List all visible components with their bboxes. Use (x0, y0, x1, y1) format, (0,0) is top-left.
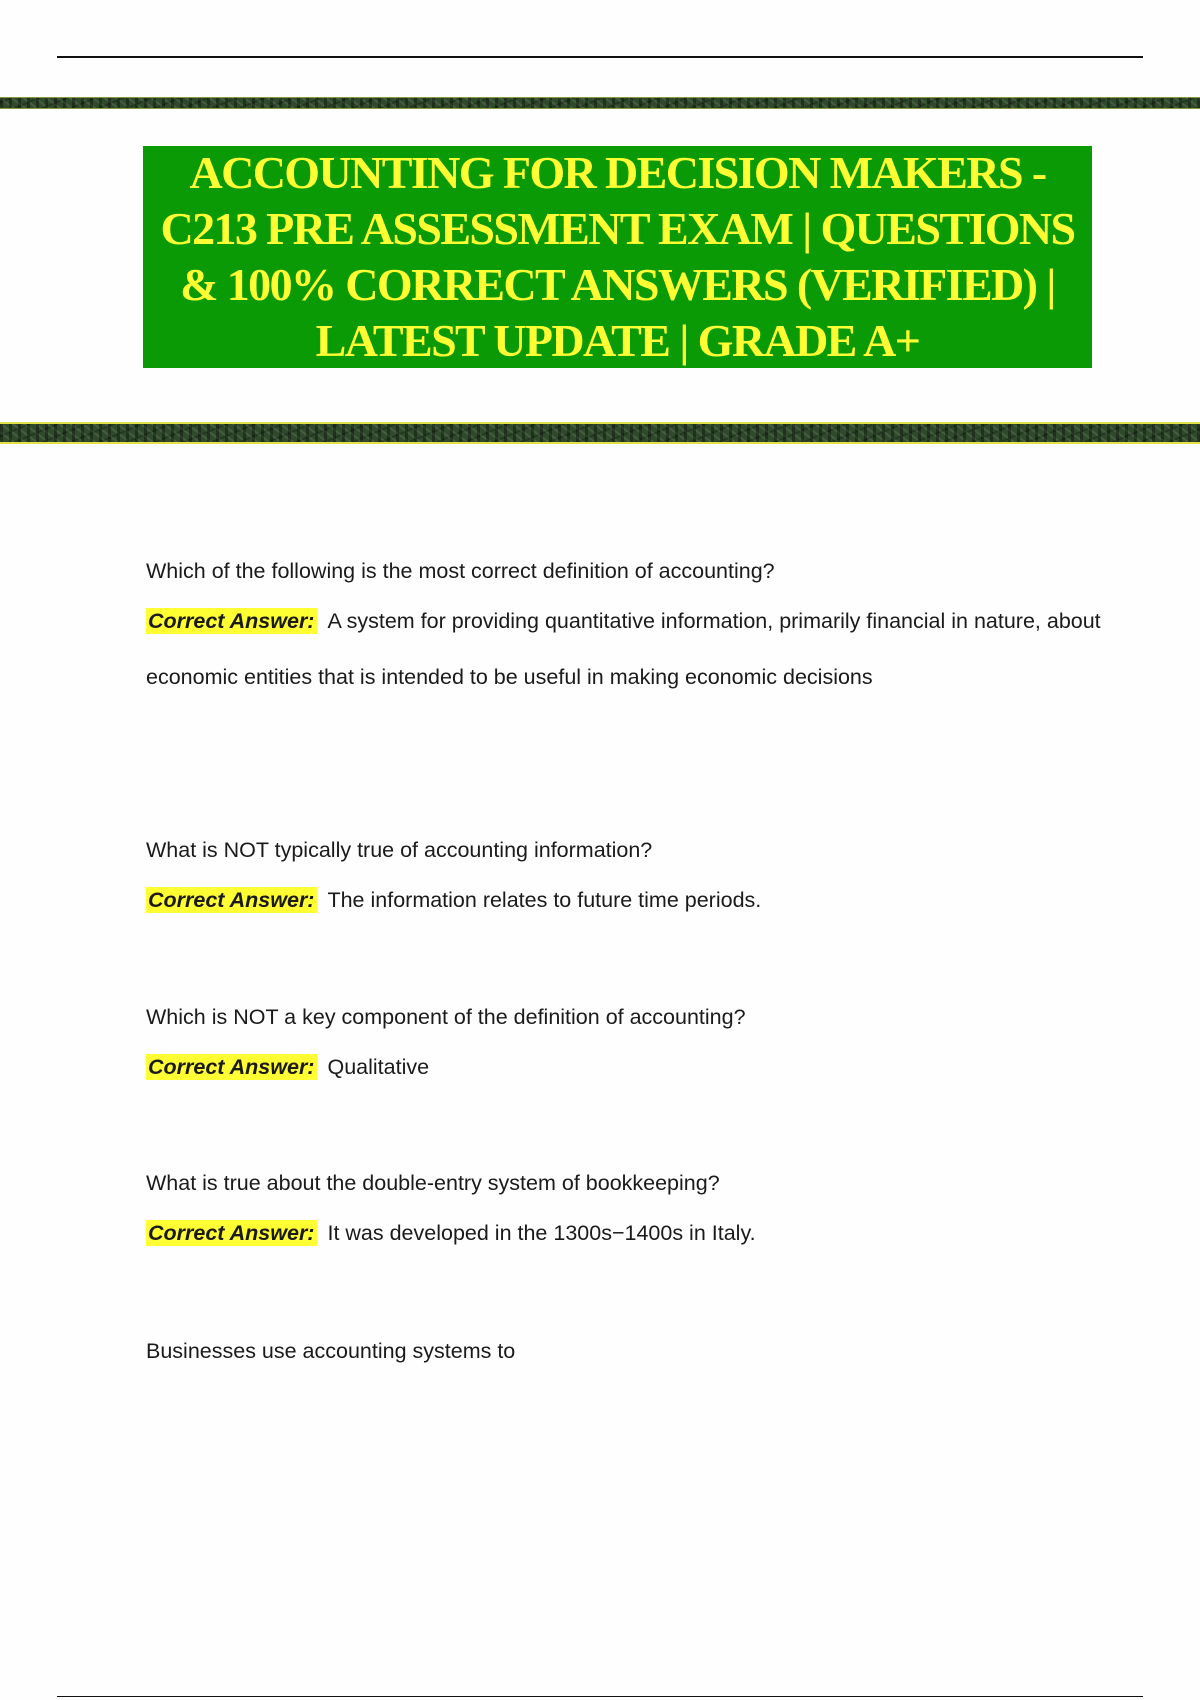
question-text: Which is NOT a key component of the definition of accounting? (146, 1005, 746, 1029)
correct-answer-label: Correct Answer: (146, 608, 317, 634)
correct-answer-label: Correct Answer: (146, 1054, 317, 1080)
header-rule (57, 56, 1143, 58)
answer-text: The information relates to future time periods. (327, 888, 762, 912)
correct-answer-label: Correct Answer: (146, 887, 317, 913)
qa-item (146, 834, 1106, 928)
question-text: Which of the following is the most correct definition of accounting? (146, 559, 775, 583)
answer-text: Qualitative (327, 1055, 430, 1079)
footer-rule (57, 1696, 1143, 1697)
answer-block (146, 1039, 1106, 1095)
qa-item (146, 1167, 1106, 1261)
qa-item (146, 555, 1106, 705)
question-text: Businesses use accounting systems to (146, 1339, 516, 1363)
document-title: ACCOUNTING FOR DECISION MAKERS - C213 PRE ASSESSMENT EXAM | QUESTIONS & 100% CORRECT ANSWERS (VERIFIED) | LATEST UPDATE | GRADE A+ (160, 147, 1075, 366)
answer-text: It was developed in the 1300s−1400s in Italy. (327, 1221, 756, 1245)
question-text: What is true about the double-entry system of bookkeeping? (146, 1171, 720, 1195)
qa-item (146, 1335, 1106, 1367)
answer-text: A system for providing quantitative information, primarily financial in nature, about economic entities that is intended to be useful in making economic decisions (146, 609, 1101, 689)
correct-answer-label: Correct Answer: (146, 1220, 317, 1246)
decorative-band-bottom (0, 422, 1200, 444)
answer-block (146, 1205, 1106, 1261)
decorative-band-top (0, 97, 1200, 109)
question-text: What is NOT typically true of accounting information? (146, 838, 653, 862)
title-banner (143, 146, 1092, 368)
qa-item (146, 1001, 1106, 1095)
answer-block (146, 593, 1106, 705)
answer-block (146, 872, 1106, 928)
